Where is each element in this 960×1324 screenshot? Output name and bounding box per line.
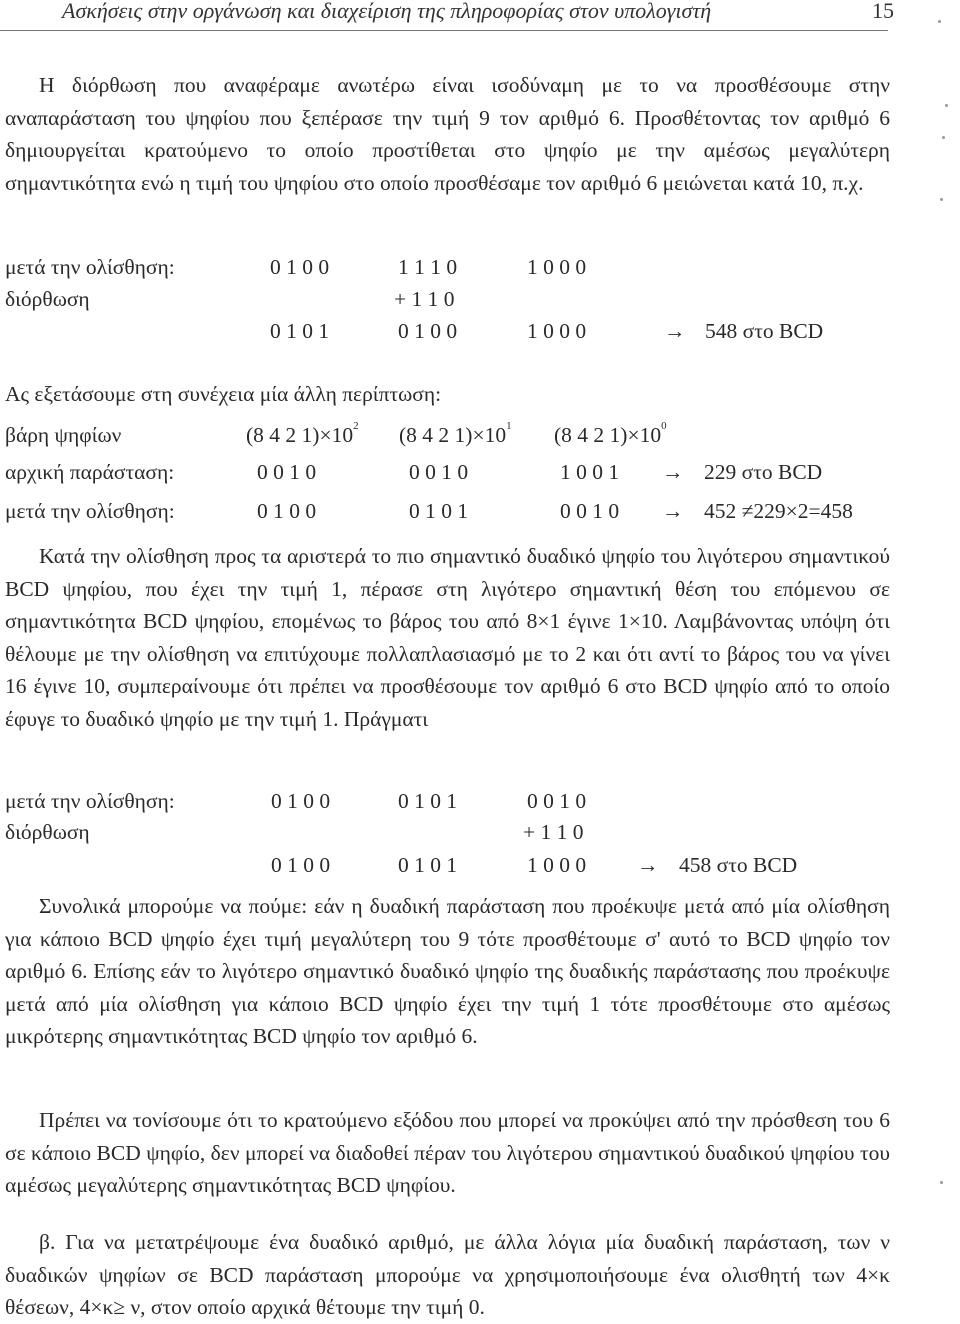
- bcd-digit-units: 1 0 0 0: [527, 853, 587, 877]
- result-value: 452 ≠229×2=458: [704, 499, 853, 523]
- arrow-icon: →: [662, 499, 684, 523]
- arrow-icon: →: [664, 319, 686, 343]
- scan-speck: [942, 136, 945, 139]
- arrow-icon: →: [662, 460, 684, 484]
- scan-speck: [945, 104, 948, 107]
- correction-value: + 1 1 0: [523, 820, 584, 844]
- bcd-digit-units: 1 0 0 0: [527, 255, 587, 279]
- weight-tens: [399, 420, 512, 448]
- paragraph-text: Κατά την ολίσθηση προς τα αριστερά το πιο σημαντικό δυαδικό ψηφίο του λιγότερου σημαντικού BCD ψηφίου, που έχει την τιμή 1, πέρασε στη λιγότερο σημαντική θέση του επόμενου σε σημαντικότητα BCD ψηφίου, επομένως το βάρος του από 8×1 έγινε 1×10. Λαμβάνοντας υπόψη ότι θέλουμε με την ολίσθηση να επιτύχουμε πολλαπλασιασμό με το 2 και ότι αντί το βάρος του να γίνει 16 έγινε 10, συμπεραίνουμε ότι πρέπει να προσθέσουμε τον αριθμό 6 στο BCD ψηφίο από το οποίο έφυγε το δυαδικό ψηφίο με την τιμή 1. Πράγματι: [5, 544, 890, 731]
- result-value: 229 στο BCD: [704, 460, 823, 484]
- result-value: 458 στο BCD: [679, 853, 798, 877]
- bcd-digit-tens: 0 0 1 0: [409, 460, 469, 484]
- bcd-digit-hundreds: 0 0 1 0: [257, 460, 317, 484]
- header-rule: [0, 30, 888, 31]
- bcd-digit-hundreds: 0 1 0 0: [257, 499, 317, 523]
- weight-text: (8 4 2 1)×10: [554, 423, 662, 447]
- paragraph-correction-intro: [5, 69, 890, 199]
- scan-speck: [940, 198, 943, 201]
- bcd-digit-units: 1 0 0 0: [527, 319, 587, 343]
- bcd-digit-tens: 1 1 1 0: [398, 255, 458, 279]
- row-label-after-shift: μετά την ολίσθηση:: [5, 789, 175, 813]
- weight-hundreds: [246, 420, 359, 448]
- bcd-digit-units: 0 0 1 0: [560, 499, 620, 523]
- bcd-digit-hundreds: 0 1 0 1: [270, 319, 330, 343]
- paragraph-carry-note: [5, 1104, 890, 1202]
- bcd-digit-tens: 0 1 0 1: [409, 499, 469, 523]
- weight-exponent: 1: [506, 420, 512, 432]
- paragraph-section-b: [5, 1226, 890, 1324]
- bcd-digit-tens: 0 1 0 1: [398, 789, 458, 813]
- page-number: 15: [872, 0, 894, 23]
- weight-exponent: 2: [353, 420, 359, 432]
- paragraph-text: Πρέπει να τονίσουμε ότι το κρατούμενο εξόδου που μπορεί να προκύψει από την πρόσθεση του 6 σε κάποιο BCD ψηφίο, δεν μπορεί να διαδοθεί πέραν του λιγότερου σημαντικού δυαδικού ψηφίου του αμέσως μεγαλύτερης σημαντικότητας BCD ψηφίου.: [5, 1108, 890, 1197]
- paragraph-text: β. Για να μετατρέψουμε ένα δυαδικό αριθμό, με άλλα λόγια μία δυαδική παράσταση, των ν δυαδικών ψηφίων σε BCD παράσταση μπορούμε να χρησιμοποιήσουμε ένα ολισθητή των 4×κ θέσεων, 4×κ≥ ν, στον οποίο αρχικά θέτουμε την τιμή 0.: [5, 1230, 890, 1319]
- paragraph-another-case: Ας εξετάσουμε στη συνέχεια μία άλλη περίπτωση:: [5, 382, 442, 406]
- weight-text: (8 4 2 1)×10: [399, 423, 507, 447]
- row-label-after-shift: μετά την ολίσθηση:: [5, 255, 175, 279]
- bcd-digit-hundreds: 0 1 0 0: [271, 853, 331, 877]
- bcd-digit-units: 1 0 0 1: [560, 460, 620, 484]
- weight-units: [554, 420, 667, 448]
- bcd-digit-hundreds: 0 1 0 0: [270, 255, 330, 279]
- paragraph-shift-explanation: [5, 540, 890, 735]
- running-header-title: Ασκήσεις στην οργάνωση και διαχείριση της πληροφορίας στον υπολογιστή: [62, 0, 712, 23]
- row-label-initial: αρχική παράσταση:: [5, 460, 175, 484]
- weight-exponent: 0: [661, 420, 667, 432]
- paragraph-text: Συνολικά μπορούμε να πούμε: εάν η δυαδική παράσταση που προέκυψε μετά από μία ολίσθηση για κάποιο BCD ψηφίο έχει τιμή μεγαλύτερη του 9 τότε προσθέτουμε σ' αυτό το BCD ψηφίο τον αριθμό 6. Επίσης εάν το λιγότερο σημαντικό δυαδικό ψηφίο της δυαδικής παράστασης που προέκυψε μετά από μία ολίσθηση για κάποιο BCD ψηφίο έχει την τιμή 1 τότε προσθέτουμε στο αμέσως μικρότερης σημαντικότητας BCD ψηφίο τον αριθμό 6.: [5, 894, 890, 1048]
- bcd-digit-tens: 0 1 0 1: [398, 853, 458, 877]
- paragraph-summary: [5, 890, 890, 1053]
- row-label-correction: διόρθωση: [5, 287, 90, 311]
- scan-speck: [938, 20, 941, 23]
- result-value: 548 στο BCD: [705, 319, 824, 343]
- arrow-icon: →: [637, 853, 659, 877]
- row-label-digit-weights: βάρη ψηφίων: [5, 423, 122, 447]
- bcd-digit-units: 0 0 1 0: [527, 789, 587, 813]
- correction-value: + 1 1 0: [394, 287, 455, 311]
- paragraph-text: Η διόρθωση που αναφέραμε ανωτέρω είναι ισοδύναμη με το να προσθέσουμε στην αναπαράσταση του ψηφίου που ξεπέρασε την τιμή 9 τον αριθμό 6. Προσθέτοντας τον αριθμό 6 δημιουργείται κρατούμενο το οποίο προστίθεται στο ψηφίο με την αμέσως μεγαλύτερη σημαντικότητα ενώ η τιμή του ψηφίου στο οποίο προσθέσαμε τον αριθμό 6 μειώνεται κατά 10, π.χ.: [5, 73, 890, 195]
- bcd-digit-hundreds: 0 1 0 0: [271, 789, 331, 813]
- scan-speck: [940, 1181, 943, 1184]
- bcd-digit-tens: 0 1 0 0: [398, 319, 458, 343]
- row-label-correction: διόρθωση: [5, 820, 90, 844]
- weight-text: (8 4 2 1)×10: [246, 423, 354, 447]
- row-label-after-shift: μετά την ολίσθηση:: [5, 499, 175, 523]
